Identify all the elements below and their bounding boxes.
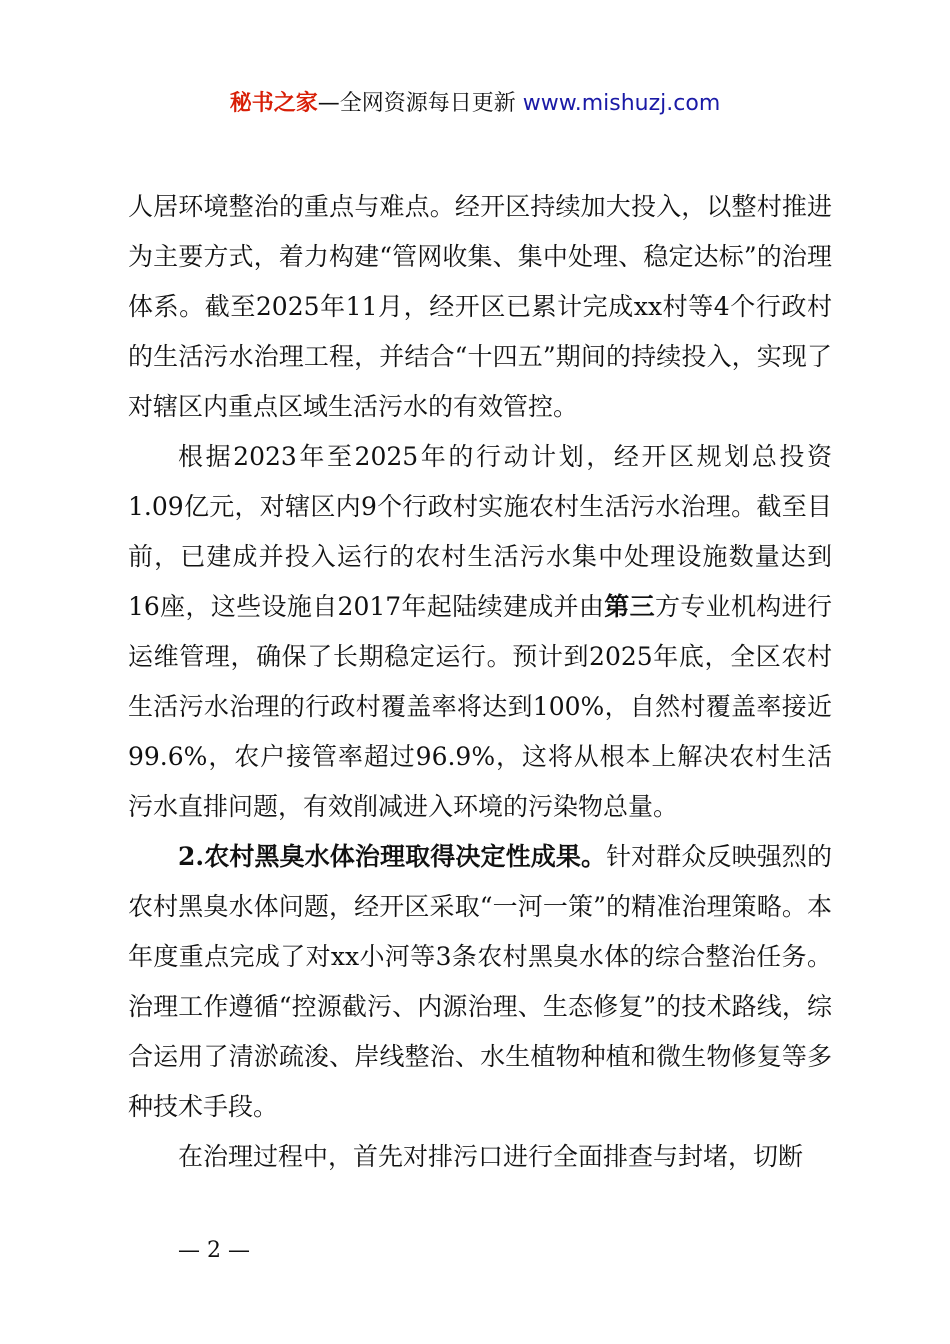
paragraph-2-text-b: 方专业机构进行运维管理，确保了长期稳定运行。预计到2025年底，全区农村生活污水治理的行政村覆盖率将达到100%，自然村覆盖率接近99.6%，农户接管率超过96.9%，这将从根本上解决农村生活污水直排问题，有效削减进入环境的污染物总量。 bbox=[128, 592, 832, 821]
paragraph-2-bold: 第三 bbox=[604, 592, 655, 621]
section-heading: 2.农村黑臭水体治理取得决定性成果。 bbox=[178, 842, 607, 871]
paragraph-3 bbox=[128, 832, 832, 1132]
site-tagline: —全网资源每日更新 bbox=[317, 91, 516, 116]
site-brand: 秘书之家 bbox=[229, 91, 318, 116]
page-header bbox=[0, 86, 950, 122]
paragraph-1: 人居环境整治的重点与难点。经开区持续加大投入，以整村推进为主要方式，着力构建“管网收集、集中处理、稳定达标”的治理体系。截至2025年11月，经开区已累计完成xx村等4个行政村的生活污水治理工程，并结合“十四五”期间的持续投入，实现了对辖区内重点区域生活污水的有效管控。 bbox=[128, 192, 832, 421]
site-url[interactable]: www.mishuzj.com bbox=[522, 91, 721, 116]
paragraph-4: 在治理过程中，首先对排污口进行全面排查与封堵，切断 bbox=[178, 1142, 804, 1171]
page-number: — 2 — bbox=[178, 1238, 250, 1263]
paragraph-3-text: 针对群众反映强烈的农村黑臭水体问题，经开区采取“一河一策”的精准治理策略。本年度重点完成了对xx小河等3条农村黑臭水体的综合整治任务。治理工作遵循“控源截污、内源治理、生态修复”的技术路线，综合运用了清淤疏浚、岸线整治、水生植物种植和微生物修复等多种技术手段。 bbox=[128, 842, 832, 1121]
paragraph-2-text-a: 根据2023年至2025年的行动计划，经开区规划总投资1.09亿元，对辖区内9个行政村实施农村生活污水治理。截至目前，已建成并投入运行的农村生活污水集中处理设施数量达到16座，这些设施自2017年起陆续建成并由 bbox=[128, 442, 832, 621]
document-body bbox=[128, 182, 832, 1182]
paragraph-2 bbox=[128, 432, 832, 832]
